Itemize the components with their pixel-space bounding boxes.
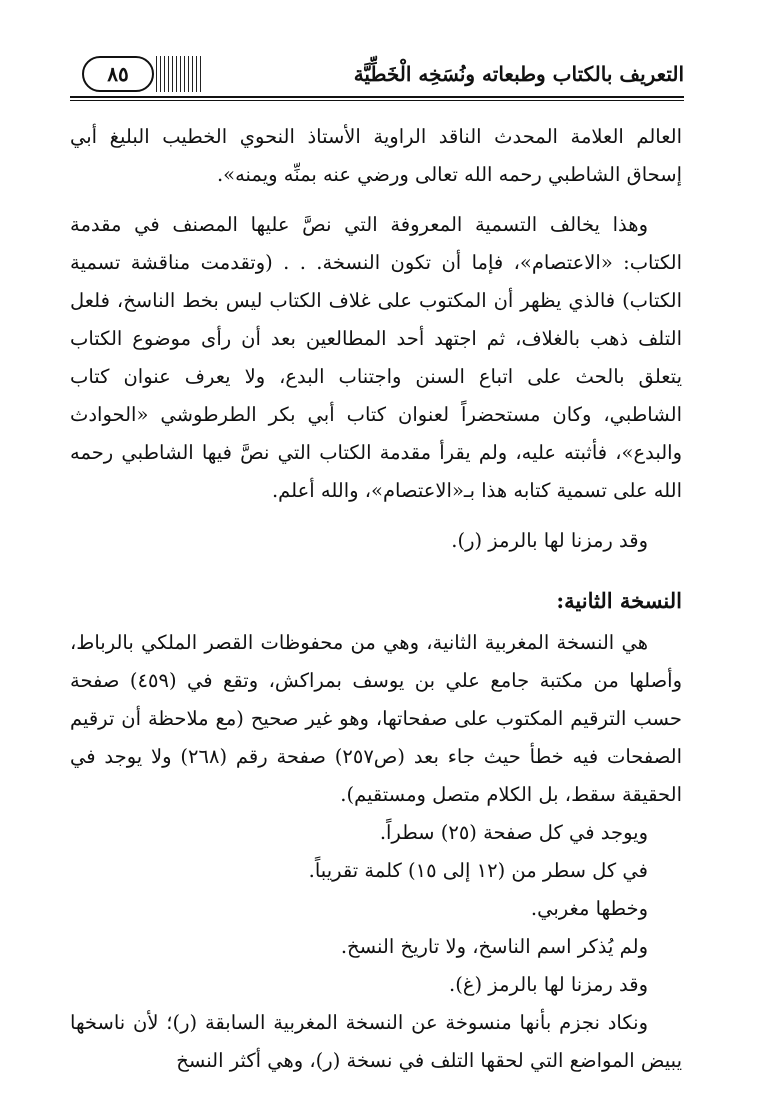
list-item: وخطها مغربي. [530, 897, 648, 920]
page-number: ٨٥ [82, 56, 154, 92]
list-item: في كل سطر من (١٢ إلى ١٥) كلمة تقريباً. [308, 859, 648, 882]
page-header [70, 52, 684, 104]
header-rule [70, 96, 684, 98]
list-item: ويوجد في كل صفحة (٢٥) سطراً. [379, 821, 648, 844]
list-item: وقد رمزنا لها بالرمز (غ). [449, 973, 648, 996]
section-heading: النسخة الثانية: [556, 588, 682, 613]
paragraph-continuation: العالم العلامة المحدث الناقد الراوية الأستاذ النحوي الخطيب البليغ أبي إسحاق الشاطبي رحمه الله تعالى ورضي عنه بمنِّه ويمنه». [70, 125, 682, 186]
page-body [70, 118, 682, 1080]
list-item: ولم يُذكر اسم الناسخ، ولا تاريخ النسخ. [340, 935, 648, 958]
paragraph-symbol-r: وقد رمزنا لها بالرمز (ر). [451, 529, 648, 552]
paragraph-second-copy: هي النسخة المغربية الثانية، وهي من محفوظات القصر الملكي بالرباط، وأصلها من مكتبة جامع علي بن يوسف بمراكش، وتقع في (٤٥٩) صفحة حسب الترقيم المكتوب على صفحاتها، وهو غير صحيح (مع ملاحظة أن ترقيم الصفحات فيه خطأ حيث جاء بعد (ص٢٥٧) صفحة رقم (٢٦٨) ولا يوجد في الحقيقة سقط، بل الكلام متصل ومستقيم). [70, 631, 682, 806]
paragraph-copied-from: ونكاد نجزم بأنها منسوخة عن النسخة المغربية السابقة (ر)؛ لأن ناسخها يبيض المواضع التي لحقها التلف في نسخة (ر)، وهي أكثر النسخ [70, 1011, 682, 1072]
paragraph-naming-discussion: وهذا يخالف التسمية المعروفة التي نصَّ عليها المصنف في مقدمة الكتاب: «الاعتصام»، فإما أن تكون النسخة. . . (وتقدمت مناقشة تسمية الكتاب) فالذي يظهر أن المكتوب على غلاف الكتاب ليس بخط الناسخ، فلعل التلف ذهب بالغلاف، ثم اجتهد أحد المطالعين بعد أن رأى موضوع الكتاب يتعلق بالحث على اتباع السنن واجتناب البدع، ولا يعرف عنوان كتاب الشاطبي، وكان مستحضراً لعنوان كتاب أبي بكر الطرطوشي «الحوادث والبدع»، فأثبته عليه، ولم يقرأ مقدمة الكتاب التي نصَّ فيها الشاطبي رحمه الله على تسمية كتابه هذا بـ«الاعتصام»، والله أعلم. [70, 213, 682, 502]
header-rule-thin [70, 100, 684, 101]
header-ornament [156, 56, 202, 92]
running-title: التعريف بالكتاب وطبعاته ونُسَخِه الْخَطِّيَّة [353, 62, 684, 86]
